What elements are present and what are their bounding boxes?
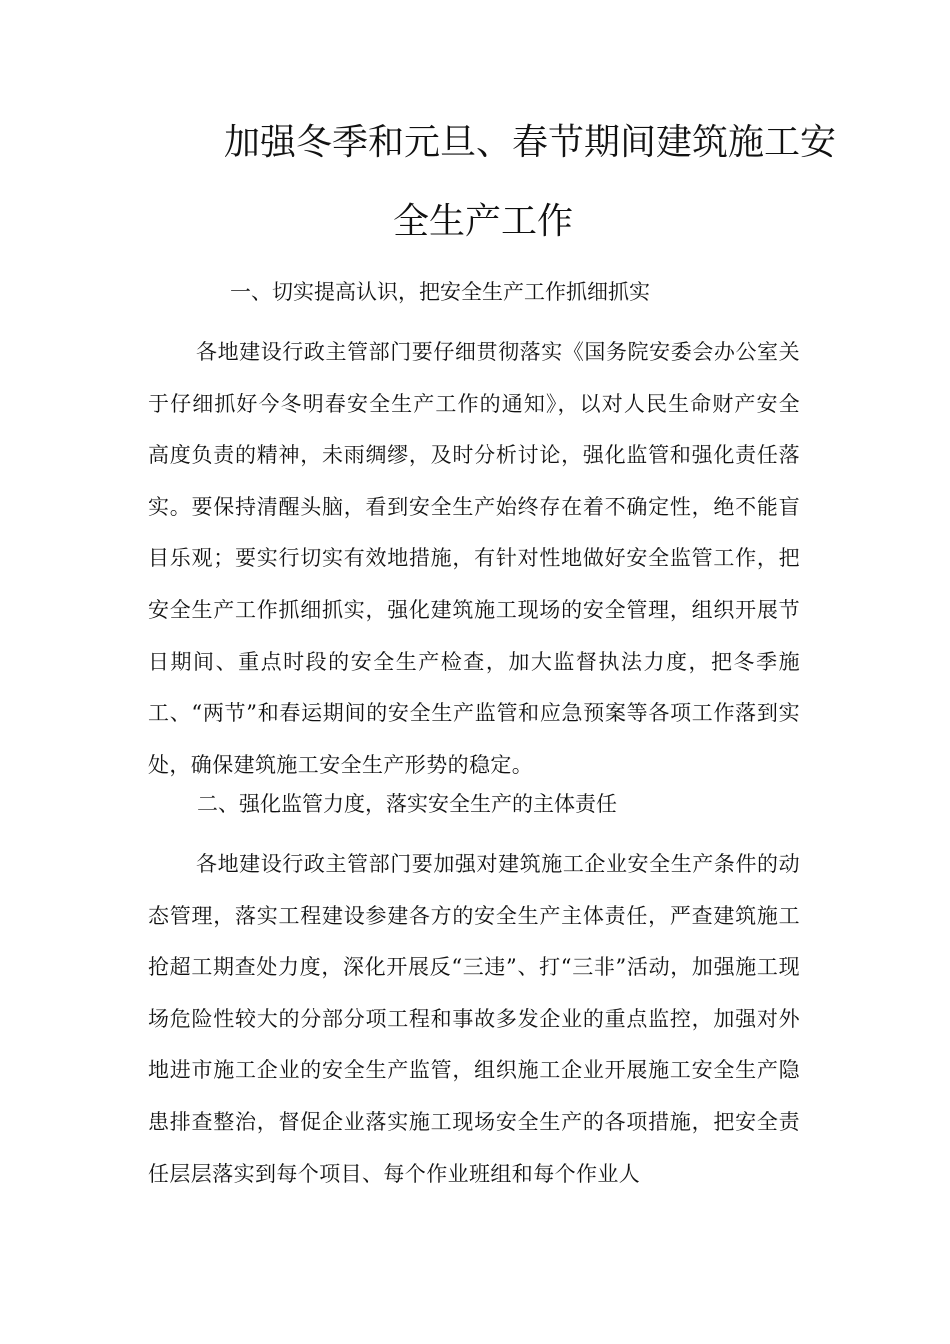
section-1-paragraph: 各地建设行政主管部门要仔细贯彻落实《国务院安委会办公室关于仔细抓好今冬明春安全生产工作的通知》，以对人民生命财产安全高度负责的精神，未雨绸缪，及时分析讨论，强化监管和强化责任落实。要保持清醒头脑，看到安全生产始终存在着不确定性，绝不能盲目乐观；要实行切实有效地措施，有针对性地做好安全监管工作，把安全生产工作抓细抓实，强化建筑施工现场的安全管理，组织开展节日期间、重点时段的安全生产检查，加大监督执法力度，把冬季施工、“两节”和春运期间的安全生产监管和应急预案等各项工作落到实处，确保建筑施工安全生产形势的稳定。 <box>148 340 800 777</box>
document-title-line-1: 加强冬季和元旦、春节期间建筑施工安 <box>224 122 837 163</box>
section-1-heading: 一、切实提高认识，把安全生产工作抓细抓实 <box>230 280 650 304</box>
section-2-heading: 二、强化监管力度，落实安全生产的主体责任 <box>197 792 617 816</box>
section-2-paragraph: 各地建设行政主管部门要加强对建筑施工企业安全生产条件的动态管理，落实工程建设参建各方的安全生产主体责任，严查建筑施工抢超工期查处力度，深化开展反“三违”、打“三非”活动，加强施工现场危险性较大的分部分项工程和事故多发企业的重点监控，加强对外地进市施工企业的安全生产监管，组织施工企业开展施工安全生产隐患排查整治，督促企业落实施工现场安全生产的各项措施，把安全责任层层落实到每个项目、每个作业班组和每个作业人 <box>148 852 800 1186</box>
document-title-line-2: 全生产工作 <box>393 201 574 242</box>
